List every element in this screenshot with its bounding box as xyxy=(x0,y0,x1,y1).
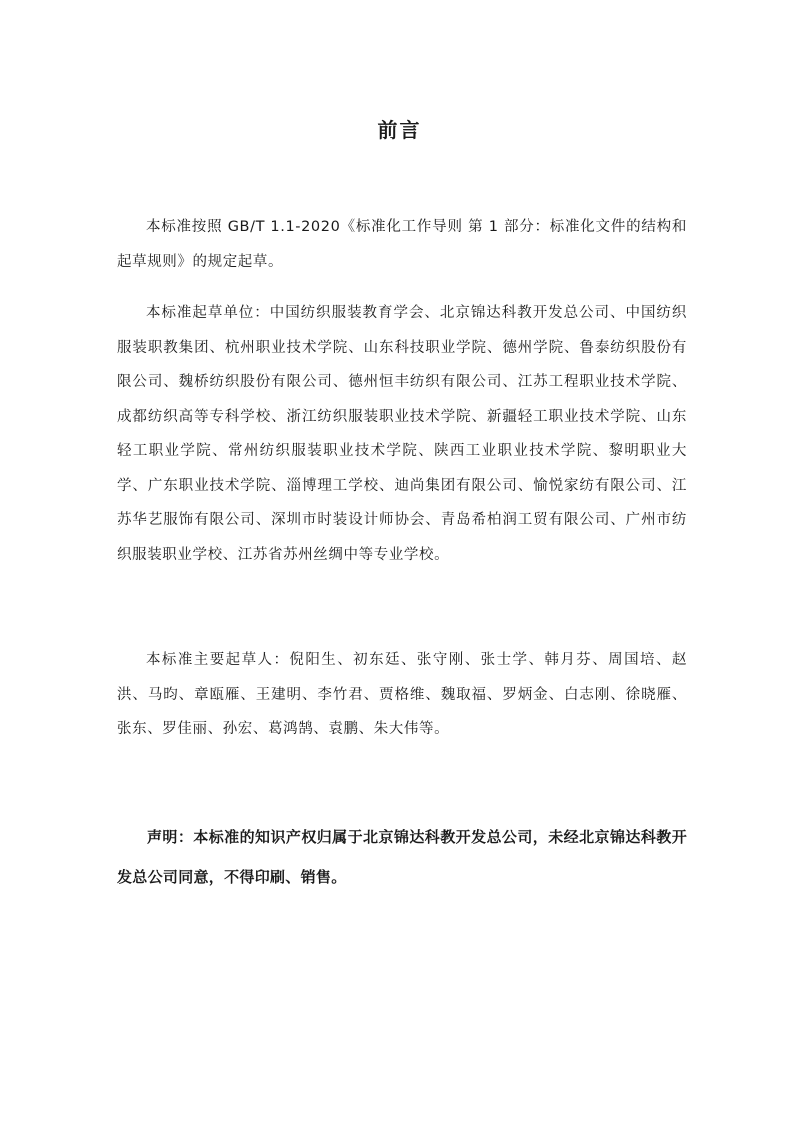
copyright-notice: 声明：本标准的知识产权归属于北京锦达科教开发总公司，未经北京锦达科教开发总公司同意，不得印刷、销售。 xyxy=(117,828,687,886)
page-title: 前言 xyxy=(377,118,422,142)
paragraph-drafting-rules: 本标准按照 GB/T 1.1-2020《标准化工作导则 第 1 部分：标准化文件的结构和起草规则》的规定起草。 xyxy=(117,219,687,270)
paragraph-drafting-units: 本标准起草单位：中国纺织服装教育学会、北京锦达科教开发总公司、中国纺织服装职教集团、杭州职业技术学院、山东科技职业学院、德州学院、鲁泰纺织股份有限公司、魏桥纺织股份有限公司、德州恒丰纺织有限公司、江苏工程职业技术学院、成都纺织高等专科学校、浙江纺织服装职业技术学院、新疆轻工职业技术学院、山东轻工职业学院、常州纺织服装职业技术学院、陕西工业职业技术学院、黎明职业大学、广东职业技术学院、淄博理工学校、迪尚集团有限公司、愉悦家纺有限公司、江苏华艺服饰有限公司、深圳市时装设计师协会、青岛希柏润工贸有限公司、广州市纺织服装职业学校、江苏省苏州丝绸中等专业学校。 xyxy=(117,305,687,563)
paragraph-drafters: 本标准主要起草人：倪阳生、初东廷、张守刚、张士学、韩月芬、周国培、赵洪、马昀、章瓯雁、王建明、李竹君、贾格维、魏取福、罗炳金、白志刚、徐晓雁、张东、罗佳丽、孙宏、葛鸿鹄、袁鹏、朱大伟等。 xyxy=(117,652,687,737)
